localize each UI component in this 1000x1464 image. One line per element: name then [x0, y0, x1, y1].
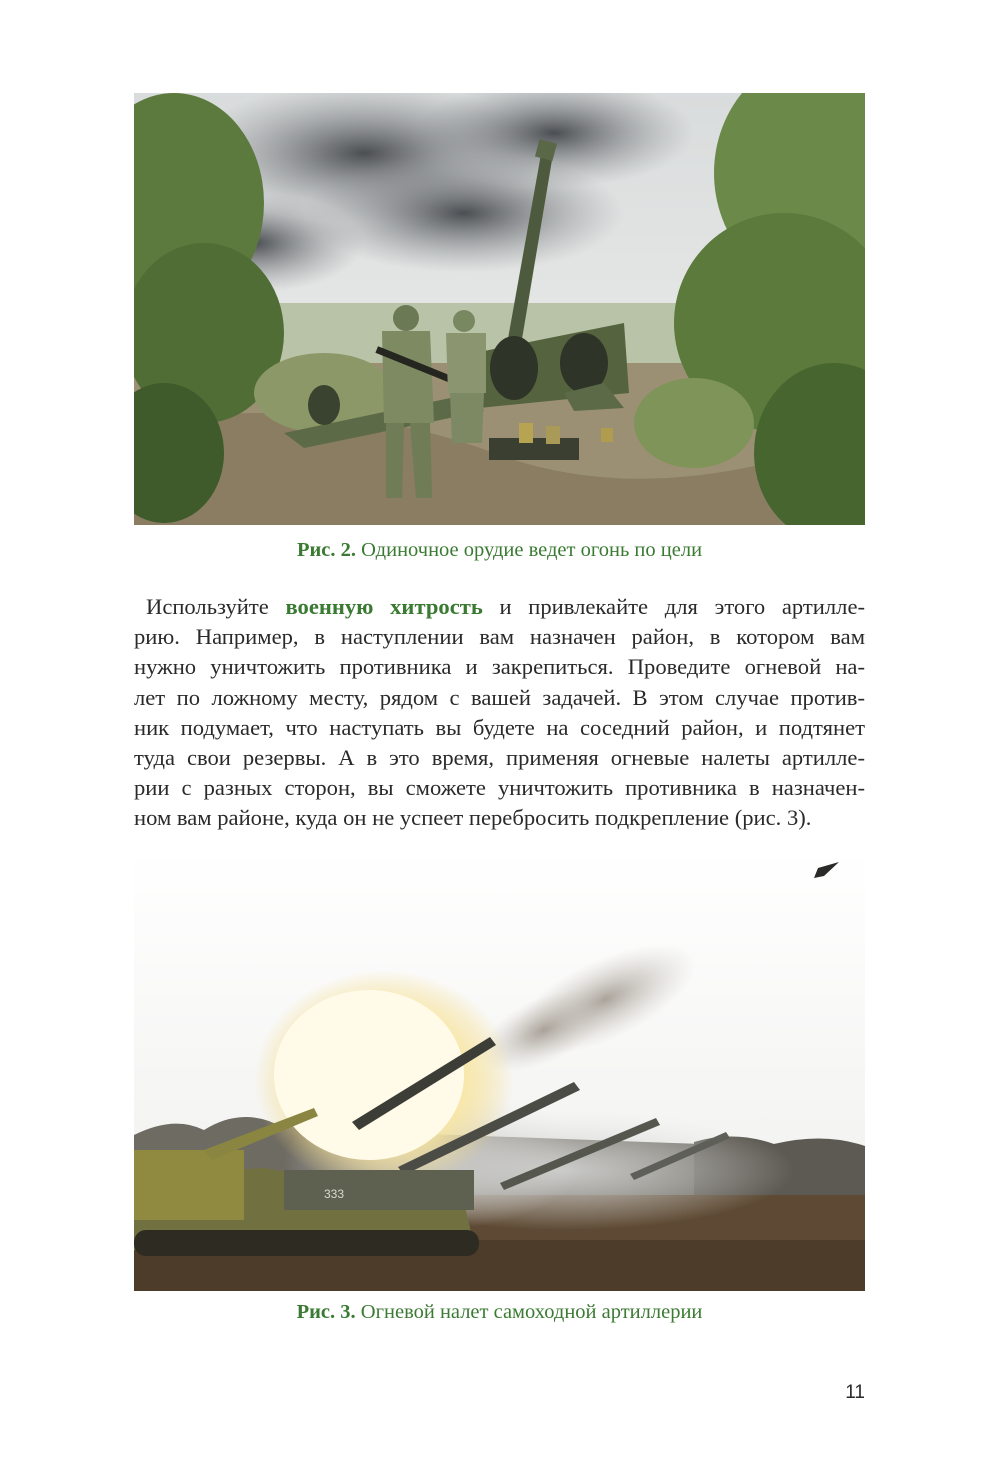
paragraph-line: ном вам районе, куда он не успеет перебросить подкрепление (рис. 3).	[134, 805, 812, 831]
paragraph-line: рию. Например, в наступлении вам назначен район, в котором вам	[134, 624, 865, 650]
paragraph-text: Используйте	[146, 594, 286, 619]
highlighted-term: военную хитрость	[285, 594, 483, 619]
body-paragraph	[134, 592, 865, 834]
paragraph-line: нужно уничтожить противника и закрепиться. Проведите огневой на-	[134, 654, 865, 680]
figure-2-caption-text: Одиночное орудие ведет огонь по цели	[356, 539, 703, 561]
paragraph-line: туда свои резервы. А в это время, применяя огневые налеты артилле-	[134, 744, 865, 770]
figure-2-photo	[134, 93, 865, 525]
vehicle-number: 333	[324, 1187, 345, 1201]
paragraph-line: рии с разных сторон, вы сможете уничтожить противника в назначен-	[134, 775, 865, 801]
figure-2-caption	[134, 539, 865, 562]
page-number: 11	[845, 1382, 865, 1403]
paragraph-line: ник подумает, что наступать вы будете на соседний район, и подтянет	[134, 714, 865, 740]
paragraph-line: лет по ложному месту, рядом с вашей задачей. В этом случае против-	[134, 684, 865, 710]
figure-3-caption-text: Огневой налет самоходной артиллерии	[355, 1301, 703, 1323]
self-propelled-gun-photo	[134, 850, 865, 1291]
figure-2-label: Рис. 2.	[296, 539, 357, 561]
figure-3-photo	[134, 850, 865, 1291]
figure-3-label: Рис. 3.	[296, 1301, 356, 1323]
muzzle-flash	[254, 970, 514, 1190]
paragraph-text: и привлекайте для этого артилле-	[482, 594, 865, 619]
howitzer-photo	[134, 93, 865, 525]
figure-3-caption	[134, 1301, 865, 1324]
paragraph-line	[134, 592, 865, 622]
